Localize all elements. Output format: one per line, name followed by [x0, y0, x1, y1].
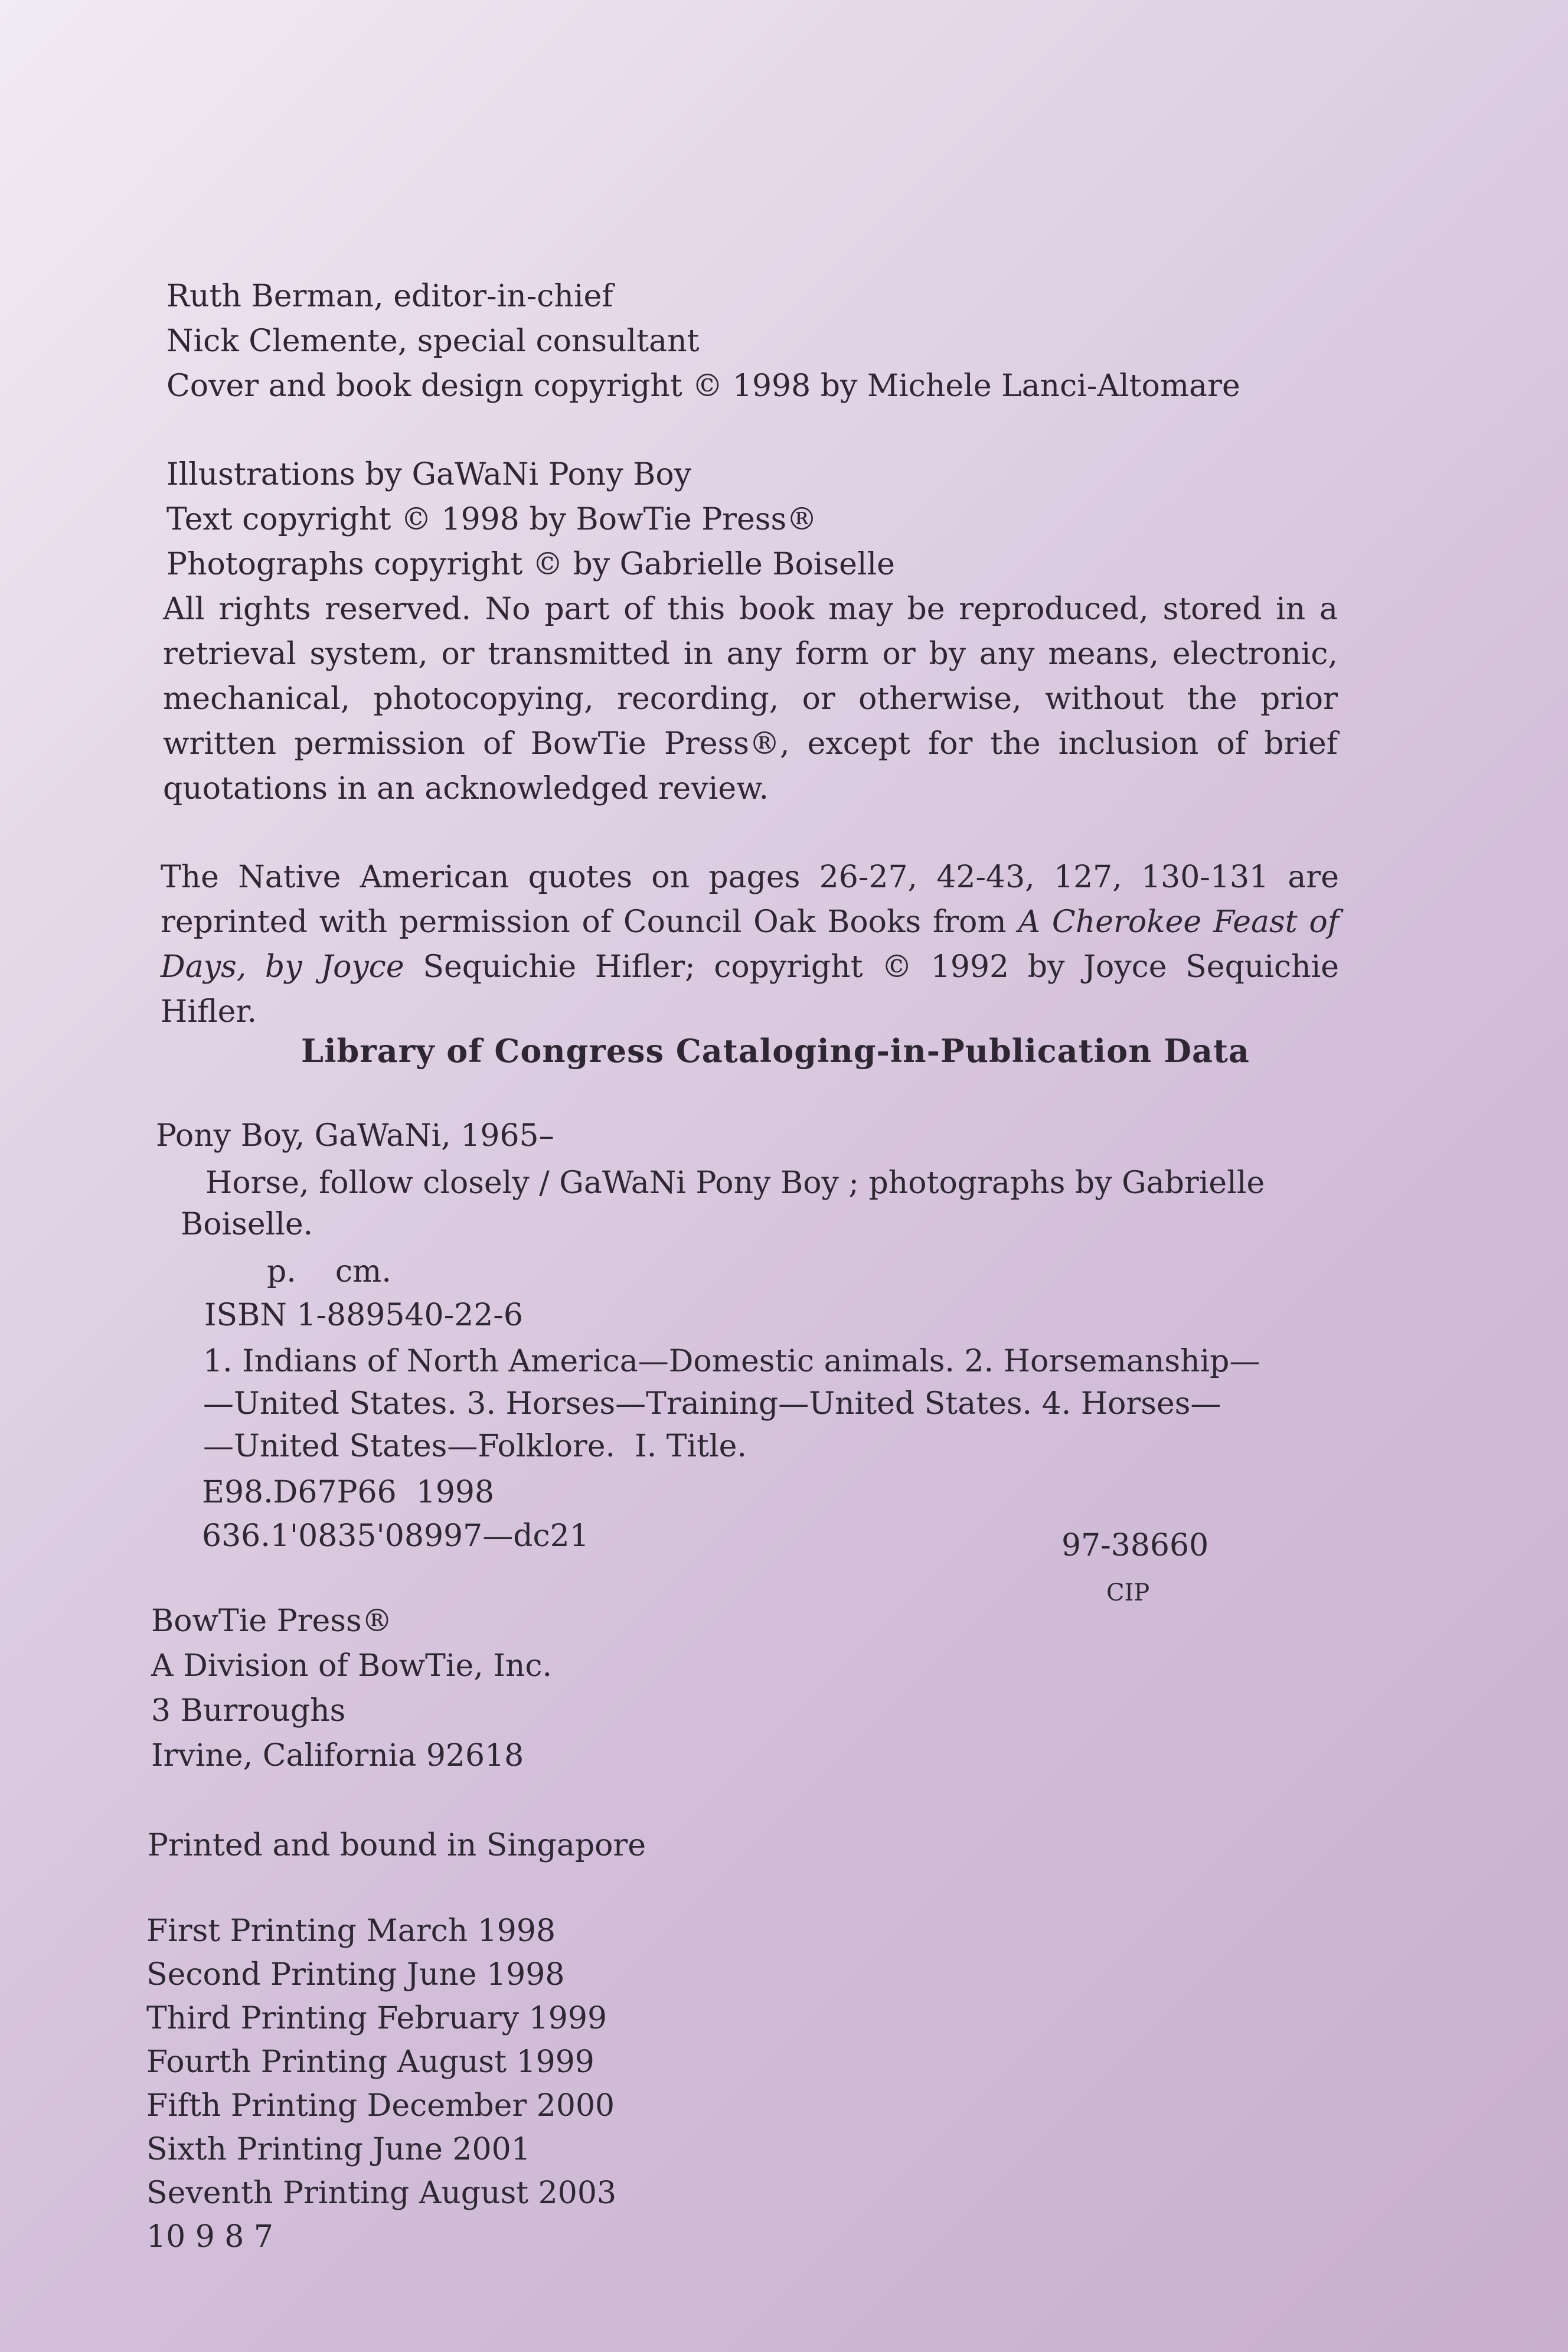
rights-paragraph: All rights reserved. No part of this book may be reproduced, stored in a retrieval system, or transmitted in any form or by any means, electronic, mechanical, photocopying, recording, or otherwise, without the prior written permission of BowTie Press®, except for the inclusion of brief quotations in an acknowledged review. — [163, 592, 1338, 806]
printing-line: Seventh Printing August 2003 — [146, 2175, 617, 2211]
illustrations-credit: Illustrations by GaWaNi Pony Boy — [166, 457, 692, 492]
editor-credit: Ruth Berman, editor-in-chief — [166, 279, 613, 314]
printing-line: Third Printing February 1999 — [146, 2001, 607, 2036]
printer-key: 10 9 8 7 — [146, 2219, 274, 2255]
cip-author: Pony Boy, GaWaNi, 1965– — [156, 1118, 554, 1154]
copyright-block — [166, 452, 895, 587]
text-copyright: Text copyright © 1998 by BowTie Press® — [166, 502, 818, 537]
printing-line: Second Printing June 1998 — [146, 1957, 565, 1992]
printing-line: Sixth Printing June 2001 — [146, 2132, 531, 2167]
printing-line: Fourth Printing August 1999 — [146, 2044, 594, 2080]
cip-subjects-line2: —United States. 3. Horses—Training—United States. 4. Horses— — [203, 1386, 1221, 1422]
printed-location: Printed and bound in Singapore — [148, 1828, 646, 1863]
cip-heading: Library of Congress Cataloging-in-Publication Data — [301, 1032, 1250, 1070]
publisher-block — [151, 1599, 552, 1778]
consultant-credit: Nick Clemente, special consultant — [166, 324, 700, 359]
publisher-city: Irvine, California 92618 — [151, 1738, 524, 1773]
cip-label: CIP — [1106, 1579, 1150, 1606]
cip-title-line2: Boiselle. — [181, 1207, 313, 1242]
printings-list — [146, 1909, 616, 2259]
cip-isbn: ISBN 1-889540-22-6 — [204, 1298, 523, 1333]
cip-title-line1: Horse, follow closely / GaWaNi Pony Boy ; photographs by Gabrielle — [205, 1165, 1265, 1201]
quotes-notice — [161, 855, 1339, 1034]
credits-block — [166, 274, 1240, 409]
design-credit: Cover and book design copyright © 1998 by Michele Lanci-Altomare — [166, 368, 1240, 404]
cip-subjects-line3: —United States—Folklore. I. Title. — [203, 1429, 747, 1464]
cip-physical: p. cm. — [267, 1254, 391, 1289]
cip-lc-class: E98.D67P66 1998 — [202, 1475, 495, 1510]
publisher-street: 3 Burroughs — [151, 1693, 346, 1729]
publisher-division: A Division of BowTie, Inc. — [151, 1648, 552, 1684]
quotes-notice-end: Sequichie Hifler; copyright © 1992 by Joyce Sequichie Hifler. — [161, 949, 1339, 1030]
publisher-name: BowTie Press® — [151, 1603, 393, 1639]
cip-dewey: 636.1'0835'08997—dc21 — [202, 1518, 589, 1554]
quotes-notice-intro: The Native American quotes on pages 26-27, 42-43, 127, 130-131 are reprinted with permission of Council Oak Books from — [161, 860, 1339, 940]
cip-lccn: 97-38660 — [1061, 1528, 1209, 1563]
cip-subjects-line1: 1. Indians of North America—Domestic animals. 2. Horsemanship— — [203, 1344, 1260, 1379]
printing-line: First Printing March 1998 — [146, 1913, 556, 1949]
photographs-copyright: Photographs copyright © by Gabrielle Boiselle — [166, 547, 895, 582]
quotes-notice-book-title: A Cherokee Feast of Days, by Joyce — [161, 904, 1339, 985]
printing-line: Fifth Printing December 2000 — [146, 2088, 615, 2124]
